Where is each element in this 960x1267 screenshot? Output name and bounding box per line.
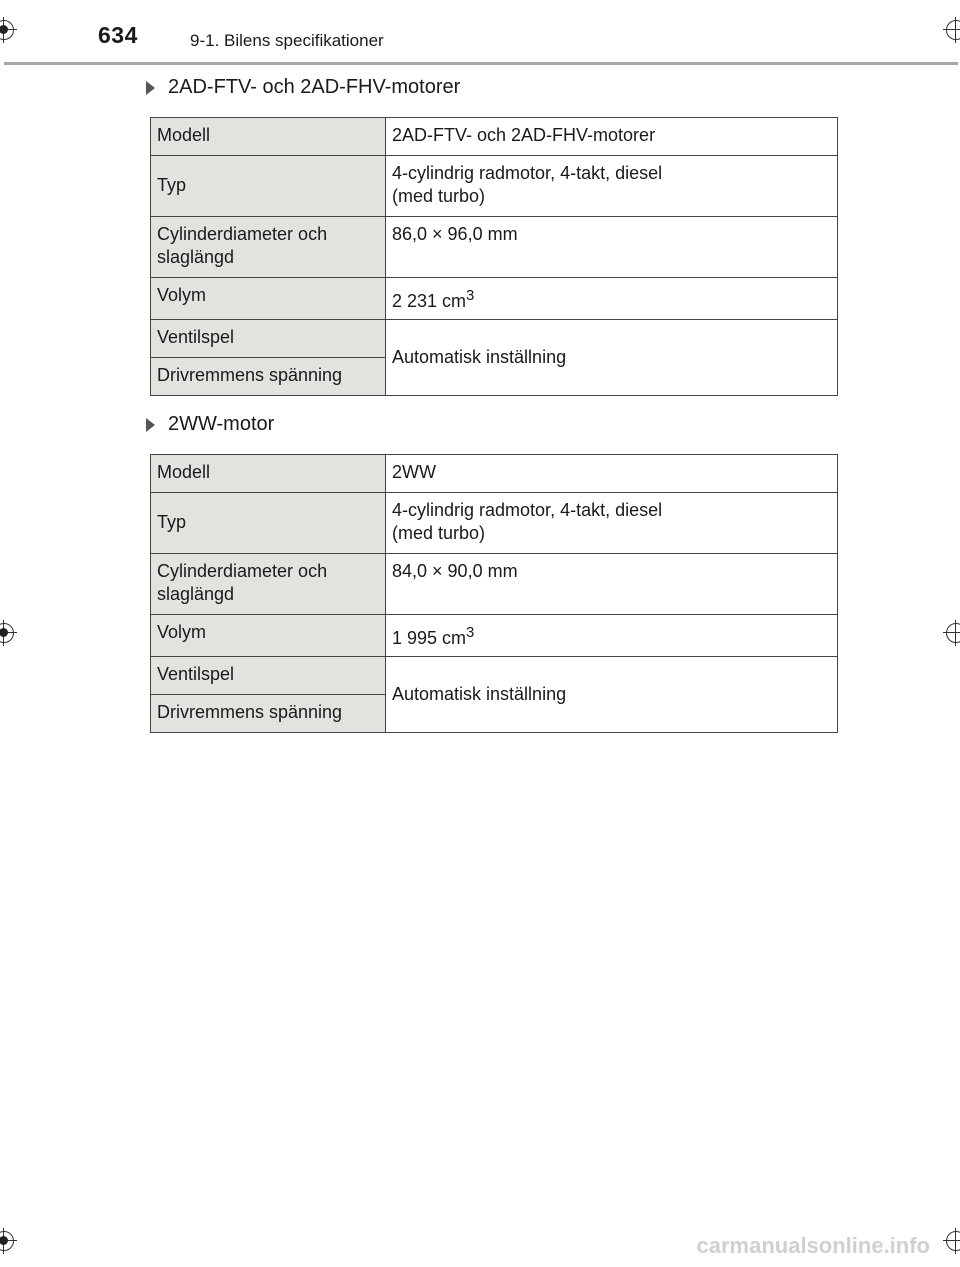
- label-typ: [151, 493, 386, 554]
- registration-mark-icon: [0, 620, 17, 646]
- label-ventilspel: Ventilspel: [151, 320, 386, 358]
- table-row: [151, 217, 838, 278]
- label-cylinder: [151, 554, 386, 615]
- triangle-bullet-icon: [146, 81, 155, 95]
- table-row: [151, 455, 838, 493]
- label-modell: Modell: [151, 118, 386, 156]
- section-heading-label: 2WW-motor: [168, 413, 275, 435]
- value-automatisk: Automatisk inställning: [386, 657, 838, 733]
- value-cylinder: 86,0 × 96,0 mm: [386, 217, 838, 278]
- label-typ: [151, 156, 386, 217]
- value-volym-sup: 3: [466, 624, 475, 641]
- label-typ-text: Typ: [157, 512, 187, 532]
- section-heading-2ad: [146, 76, 460, 99]
- value-modell: 2WW: [386, 455, 838, 493]
- label-modell: Modell: [151, 455, 386, 493]
- value-typ-line1: 4-cylindrig radmotor, 4-takt, diesel: [392, 163, 663, 183]
- value-typ-line2: (med turbo): [392, 523, 486, 543]
- table-row: [151, 320, 838, 358]
- label-cylinder-line2: slaglängd: [157, 247, 235, 267]
- value-automatisk: Automatisk inställning: [386, 320, 838, 396]
- value-typ: [386, 493, 838, 554]
- label-ventilspel: Ventilspel: [151, 657, 386, 695]
- chapter-title: 9-1. Bilens specifikationer: [190, 31, 384, 50]
- value-volym-text: 2 231 cm: [392, 291, 467, 311]
- value-typ-line1: 4-cylindrig radmotor, 4-takt, diesel: [392, 500, 663, 520]
- value-volym-text: 1 995 cm: [392, 628, 467, 648]
- value-modell: 2AD-FTV- och 2AD-FHV-motorer: [386, 118, 838, 156]
- label-drivrem: Drivremmens spänning: [151, 358, 386, 396]
- value-typ: [386, 156, 838, 217]
- label-volym: Volym: [151, 278, 386, 320]
- label-cylinder-line1: Cylinderdiameter och: [157, 224, 328, 244]
- label-cylinder: [151, 217, 386, 278]
- registration-mark-icon: [943, 1228, 960, 1254]
- label-cylinder-line1: Cylinderdiameter och: [157, 561, 328, 581]
- label-volym: Volym: [151, 615, 386, 657]
- value-volym: [386, 615, 838, 657]
- table-row: [151, 554, 838, 615]
- value-volym-sup: 3: [466, 287, 475, 304]
- section-heading-label: 2AD-FTV- och 2AD-FHV-motorer: [168, 76, 461, 98]
- page-number: 634: [98, 22, 138, 48]
- watermark: carmanualsonline.info: [696, 1233, 930, 1258]
- registration-mark-icon: [943, 620, 960, 646]
- section-heading-2ww: [146, 413, 274, 436]
- table-row: [151, 278, 838, 320]
- table-row: [151, 615, 838, 657]
- value-volym: [386, 278, 838, 320]
- triangle-bullet-icon: [146, 418, 155, 432]
- value-typ-line2: (med turbo): [392, 186, 486, 206]
- value-cylinder: 84,0 × 90,0 mm: [386, 554, 838, 615]
- spec-table-2ad: [150, 117, 838, 396]
- registration-mark-icon: [0, 1228, 17, 1254]
- label-drivrem: Drivremmens spänning: [151, 695, 386, 733]
- table-row: [151, 493, 838, 554]
- table-row: [151, 156, 838, 217]
- spec-table-2ww: [150, 454, 838, 733]
- label-typ-text: Typ: [157, 175, 187, 195]
- header-divider: [4, 62, 958, 65]
- registration-mark-icon: [943, 17, 960, 43]
- registration-mark-icon: [0, 17, 17, 43]
- table-row: [151, 657, 838, 695]
- label-cylinder-line2: slaglängd: [157, 584, 235, 604]
- table-row: [151, 118, 838, 156]
